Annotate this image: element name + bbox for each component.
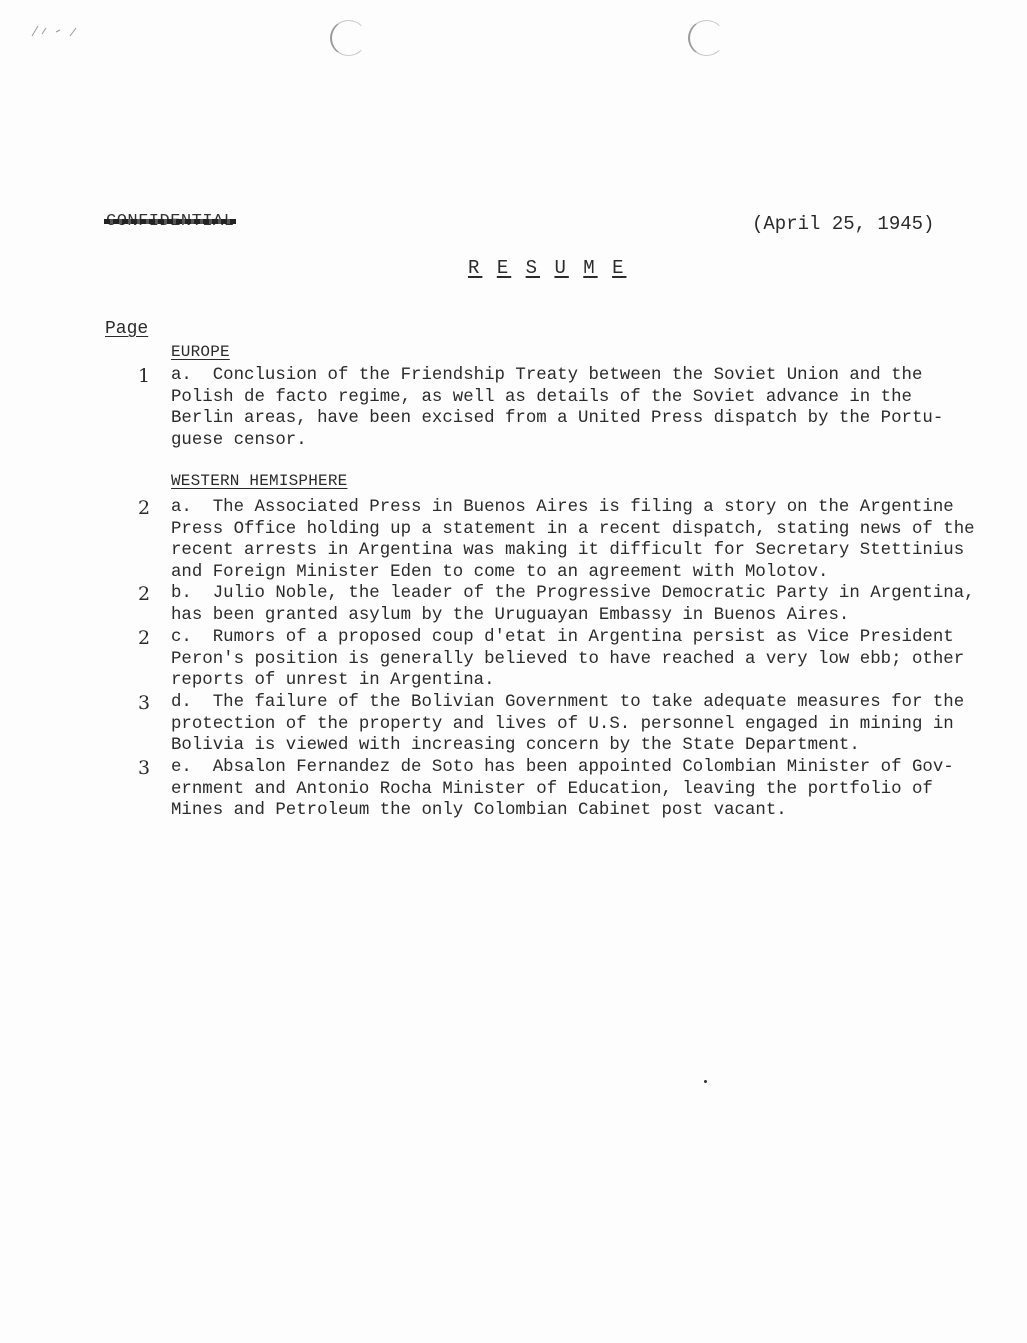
title-letter: U	[554, 257, 569, 279]
title-letter: E	[612, 257, 627, 279]
page-reference: 2	[138, 583, 151, 605]
title-letter: E	[496, 257, 512, 279]
section-heading-western-hemisphere: WESTERN HEMISPHERE	[171, 472, 348, 490]
entry-text: e. Absalon Fernandez de Soto has been appointed Colombian Minister of Gov- ernment and Antonio Rocha Minister of Education, leaving the portfolio of Mines and Petroleum the only Colombian Cabinet post vacant.	[171, 758, 954, 820]
page-column-label: Page	[105, 319, 149, 339]
title-letter: M	[583, 257, 598, 279]
entry-text: b. Julio Noble, the leader of the Progressive Democratic Party in Argentina, has been granted asylum by the Uruguayan Embassy in Buenos Aires.	[171, 584, 975, 625]
page-reference: 3	[138, 692, 151, 714]
entry-text: a. Conclusion of the Friendship Treaty between the Soviet Union and the Polish de facto regime, as well as details of the Soviet advance in the Berlin areas, have been excised from a United Press dispatch by the Portu- guese censor.	[171, 366, 944, 450]
page-reference: 2	[138, 627, 151, 649]
title-letter: S	[525, 257, 541, 279]
punch-hole-left	[330, 20, 367, 56]
strikethrough-mark	[104, 219, 236, 224]
page-reference: 3	[138, 757, 151, 779]
classification-struck	[106, 212, 234, 231]
document-title	[468, 257, 626, 279]
entry-text: a. The Associated Press in Buenos Aires is filing a story on the Argentine Press Office holding up a statement in a recent dispatch, stating news of the recent arrests in Argentina was making it difficult for Secretary Stettinius and Foreign Minister Eden to come to an agreement with Molotov.	[171, 498, 975, 582]
punch-hole-right	[688, 20, 725, 56]
page-reference: 1	[138, 365, 151, 387]
entry-text: c. Rumors of a proposed coup d'etat in Argentina persist as Vice President Peron's position is generally believed to have reached a very low ebb; other reports of unrest in Argentina.	[171, 628, 965, 690]
ink-speck	[704, 1080, 707, 1083]
title-letter: R	[468, 257, 483, 279]
page-reference: 2	[138, 497, 151, 519]
section-heading-europe: EUROPE	[171, 343, 230, 361]
pencil-mark	[30, 22, 90, 42]
document-date: (April 25, 1945)	[752, 213, 935, 235]
entry-text: d. The failure of the Bolivian Government to take adequate measures for the protection of the property and lives of U.S. personnel engaged in mining in Bolivia is viewed with increasing concern by the State Department.	[171, 693, 965, 755]
